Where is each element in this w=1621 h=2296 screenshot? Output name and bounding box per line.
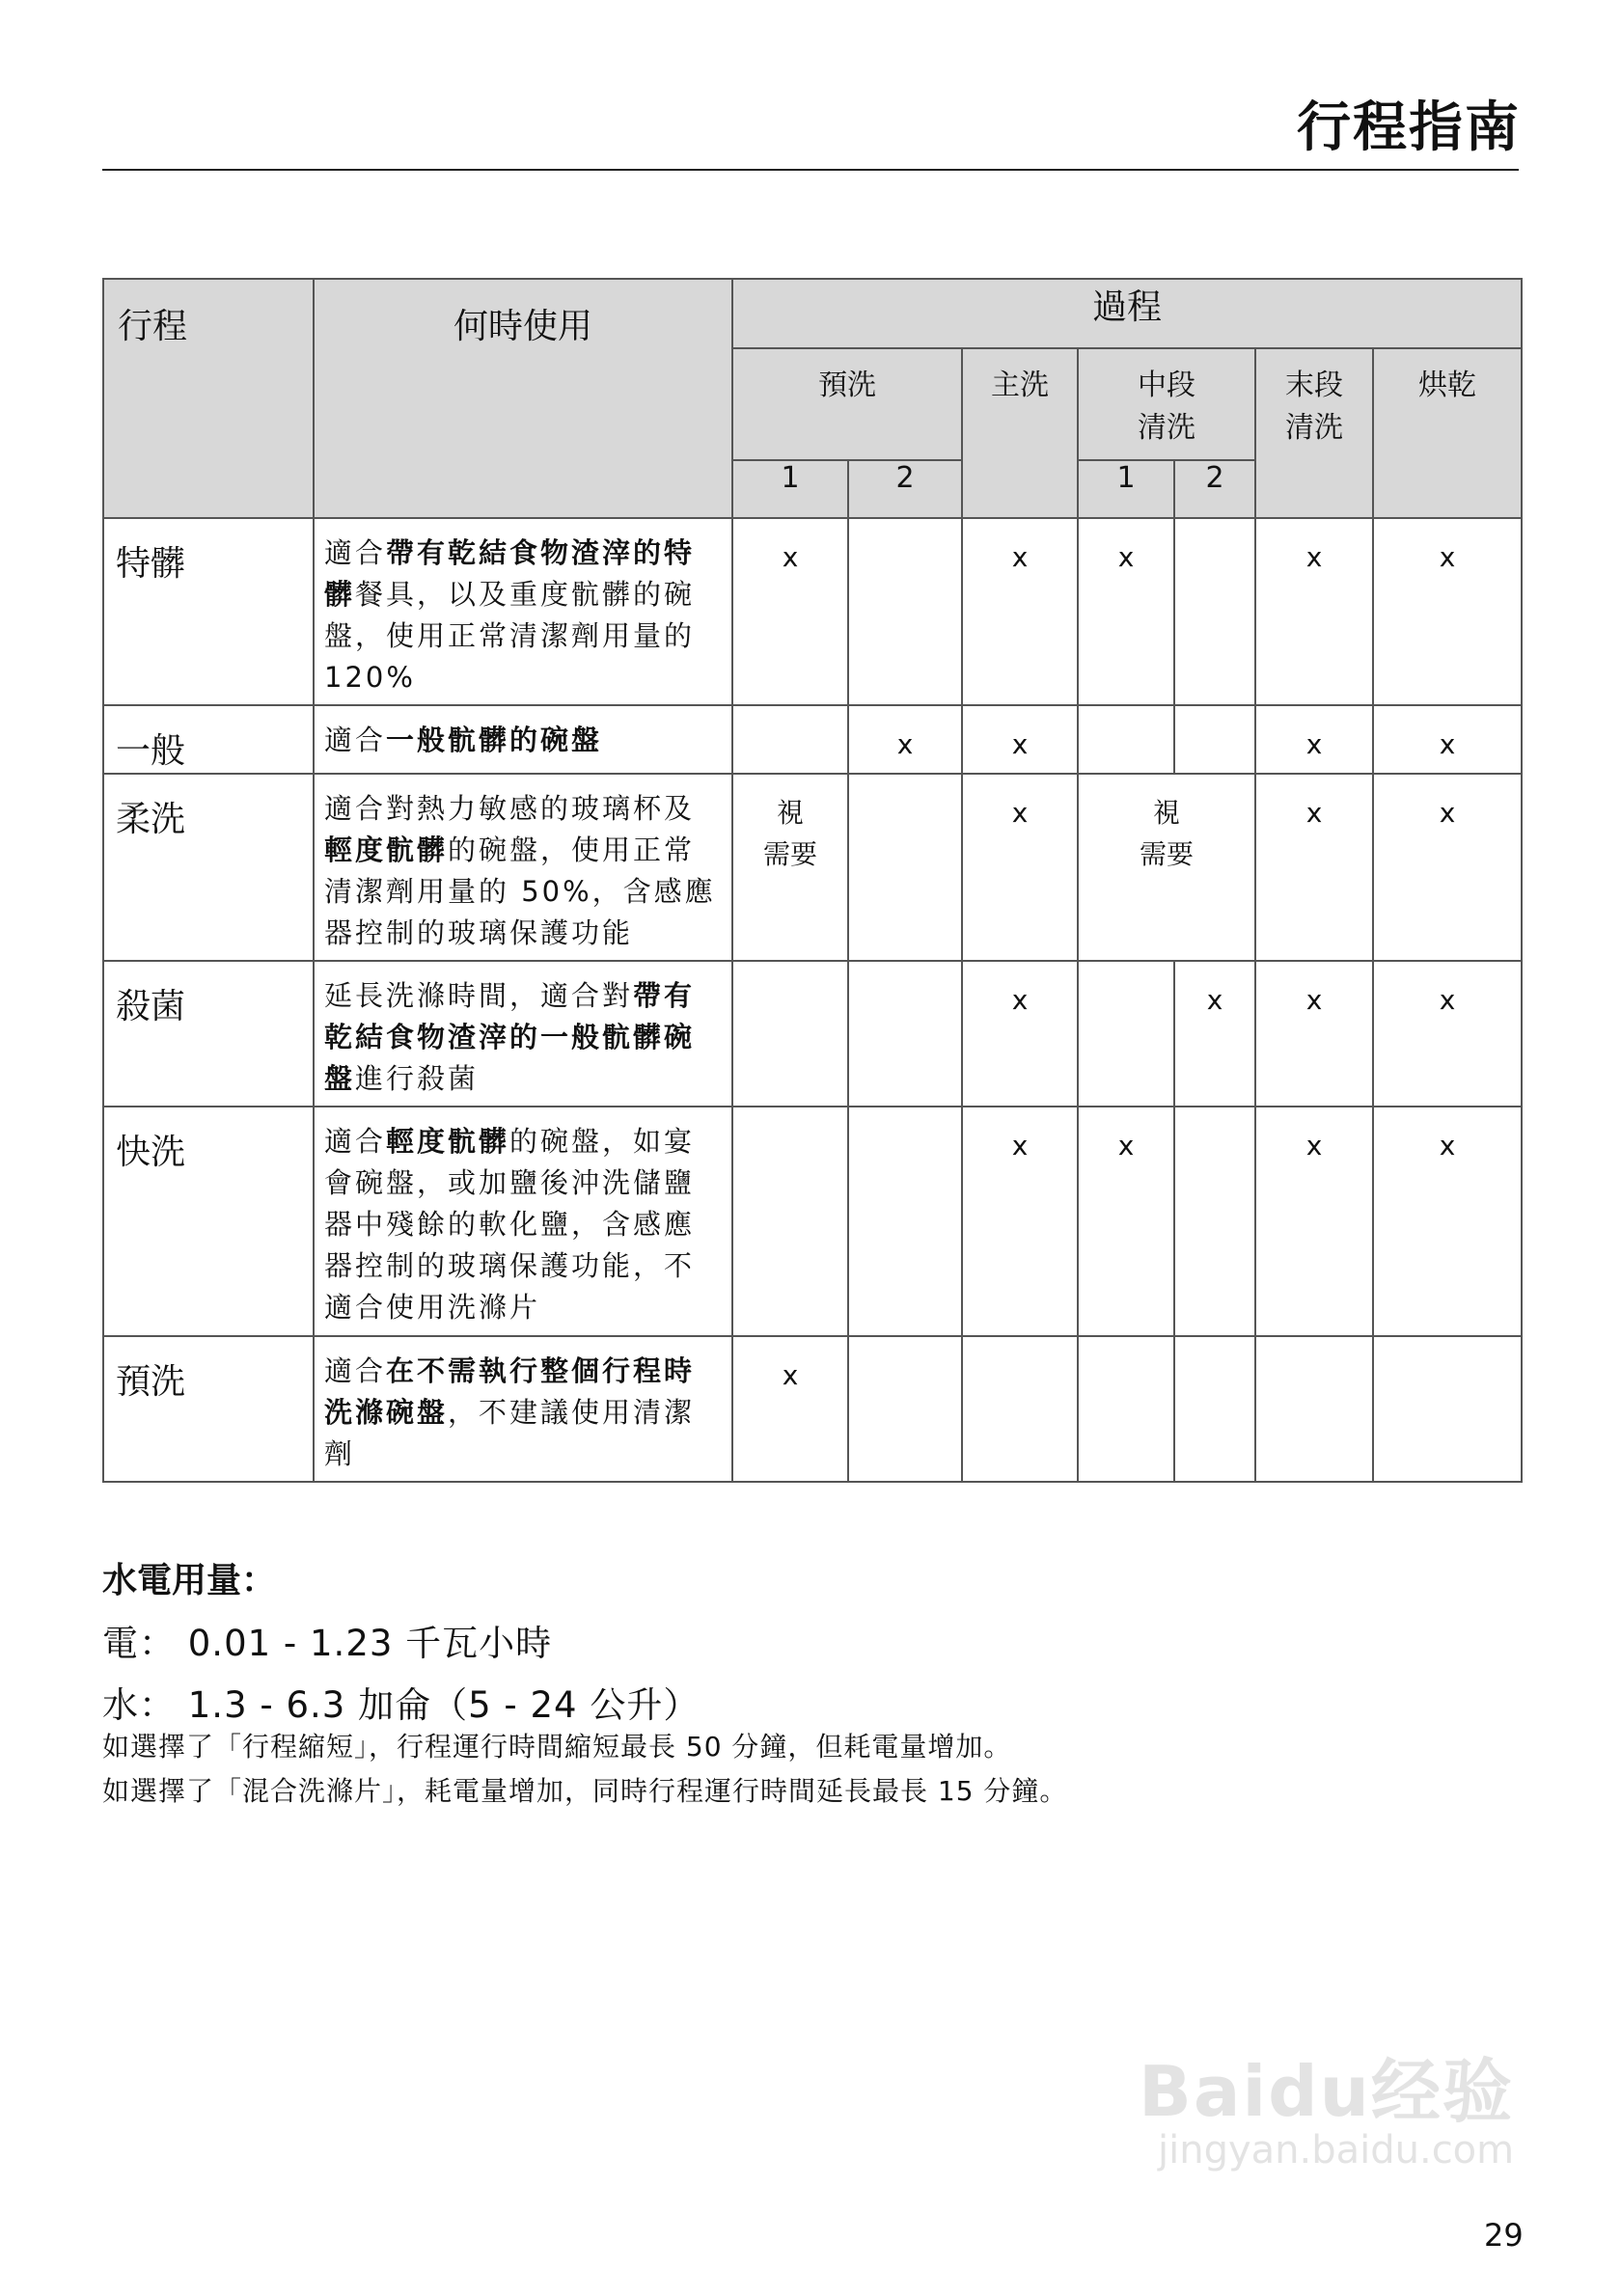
mark-mid-rinse-2 xyxy=(1174,1336,1255,1482)
water-usage: 水： 1.3 - 6.3 加侖（5 - 24 公升） xyxy=(102,1684,701,1726)
mark-dry: x xyxy=(1373,961,1522,1107)
mark-mainwash: x xyxy=(962,1107,1078,1336)
mark-mid-rinse-1 xyxy=(1078,705,1174,774)
mark-prewash-2 xyxy=(848,1336,962,1482)
table-row xyxy=(103,1107,1522,1336)
consumption-section xyxy=(102,1553,700,1737)
mark-dry xyxy=(1373,1336,1522,1482)
watermark-logo-text: Baidu经验 xyxy=(1139,2051,1514,2132)
mark-dry: x xyxy=(1373,1107,1522,1336)
baidu-watermark xyxy=(1139,2036,1525,2180)
program-name: 快洗 xyxy=(103,1107,314,1336)
mark-prewash-2 xyxy=(848,518,962,705)
program-description: 延長洗滌時間，適合對帶有乾結食物渣滓的一般骯髒碗盤進行殺菌 xyxy=(314,961,732,1107)
mark-final-rinse: x xyxy=(1255,774,1373,961)
mark-prewash-2 xyxy=(848,1107,962,1336)
mark-final-rinse xyxy=(1255,1336,1373,1482)
header-final-rinse: 末段 清洗 xyxy=(1255,348,1373,518)
mark-prewash-1 xyxy=(732,1107,848,1336)
header-dry: 烘乾 xyxy=(1373,348,1522,518)
mark-dry: x xyxy=(1373,518,1522,705)
mark-mid-rinse: 視 需要 xyxy=(1078,774,1255,961)
mark-prewash-2: x xyxy=(848,705,962,774)
mark-final-rinse: x xyxy=(1255,518,1373,705)
table-row xyxy=(103,518,1522,705)
mark-final-rinse: x xyxy=(1255,961,1373,1107)
mark-prewash-1: x xyxy=(732,1336,848,1482)
program-name: 預洗 xyxy=(103,1336,314,1482)
program-description: 適合輕度骯髒的碗盤，如宴會碗盤，或加鹽後沖洗儲鹽器中殘餘的軟化鹽，含感應器控制的玻璃保護功能，不適合使用洗滌片 xyxy=(314,1107,732,1336)
program-description: 適合一般骯髒的碗盤 xyxy=(314,705,732,774)
mark-mainwash: x xyxy=(962,774,1078,961)
program-description: 適合帶有乾結食物渣滓的特髒餐具，以及重度骯髒的碗盤，使用正常清潔劑用量的120% xyxy=(314,518,732,705)
mark-dry: x xyxy=(1373,774,1522,961)
table-row xyxy=(103,1336,1522,1482)
program-description: 適合在不需執行整個行程時洗滌碗盤，不建議使用清潔劑 xyxy=(314,1336,732,1482)
program-name: 一般 xyxy=(103,705,314,774)
program-guide-table xyxy=(102,278,1523,1483)
mark-final-rinse: x xyxy=(1255,705,1373,774)
header-mid-rinse-2: 2 xyxy=(1174,460,1255,518)
mark-mid-rinse-1: x xyxy=(1078,518,1174,705)
mark-mainwash: x xyxy=(962,518,1078,705)
mark-mid-rinse-1 xyxy=(1078,1336,1174,1482)
mark-mainwash xyxy=(962,1336,1078,1482)
program-name: 殺菌 xyxy=(103,961,314,1107)
mark-mid-rinse-2 xyxy=(1174,705,1255,774)
header-mainwash: 主洗 xyxy=(962,348,1078,518)
header-prewash-1: 1 xyxy=(732,460,848,518)
mark-mid-rinse-2: x xyxy=(1174,961,1255,1107)
program-name: 柔洗 xyxy=(103,774,314,961)
page-number: 29 xyxy=(1484,2217,1524,2254)
header-program: 行程 xyxy=(103,279,314,518)
header-prewash-2: 2 xyxy=(848,460,962,518)
mark-prewash-1: 視 需要 xyxy=(732,774,848,961)
notes xyxy=(102,1725,1067,1814)
program-name: 特髒 xyxy=(103,518,314,705)
mark-mid-rinse-1: x xyxy=(1078,1107,1174,1336)
page-title: 行程指南 xyxy=(1297,96,1521,159)
mark-mid-rinse-1 xyxy=(1078,961,1174,1107)
mark-mainwash: x xyxy=(962,961,1078,1107)
header-when-to-use: 何時使用 xyxy=(314,279,732,518)
electricity-usage: 電： 0.01 - 1.23 千瓦小時 xyxy=(102,1623,553,1664)
mark-prewash-1 xyxy=(732,705,848,774)
mark-prewash-2 xyxy=(848,774,962,961)
program-description: 適合對熱力敏感的玻璃杯及輕度骯髒的碗盤，使用正常清潔劑用量的 50%，含感應器控制的玻璃保護功能 xyxy=(314,774,732,961)
mark-mid-rinse-2 xyxy=(1174,1107,1255,1336)
mark-final-rinse: x xyxy=(1255,1107,1373,1336)
title-divider xyxy=(102,169,1519,171)
mark-prewash-1: x xyxy=(732,518,848,705)
note-line: 如選擇了「混合洗滌片」，耗電量增加，同時行程運行時間延長最長 15 分鐘。 xyxy=(102,1775,1068,1807)
table-row xyxy=(103,961,1522,1107)
header-mid-rinse-1: 1 xyxy=(1078,460,1174,518)
table-row xyxy=(103,705,1522,774)
mark-prewash-2 xyxy=(848,961,962,1107)
mark-prewash-1 xyxy=(732,961,848,1107)
header-process: 過程 xyxy=(732,279,1522,348)
mark-mid-rinse-2 xyxy=(1174,518,1255,705)
mark-dry: x xyxy=(1373,705,1522,774)
header-prewash: 預洗 xyxy=(732,348,962,460)
watermark-url: jingyan.baidu.com xyxy=(1158,2128,1515,2173)
note-line: 如選擇了「行程縮短」，行程運行時間縮短最長 50 分鐘，但耗電量增加。 xyxy=(102,1731,1012,1763)
mark-mainwash: x xyxy=(962,705,1078,774)
consumption-title: 水電用量： xyxy=(102,1561,277,1600)
header-mid-rinse: 中段 清洗 xyxy=(1078,348,1255,460)
table-row xyxy=(103,774,1522,961)
